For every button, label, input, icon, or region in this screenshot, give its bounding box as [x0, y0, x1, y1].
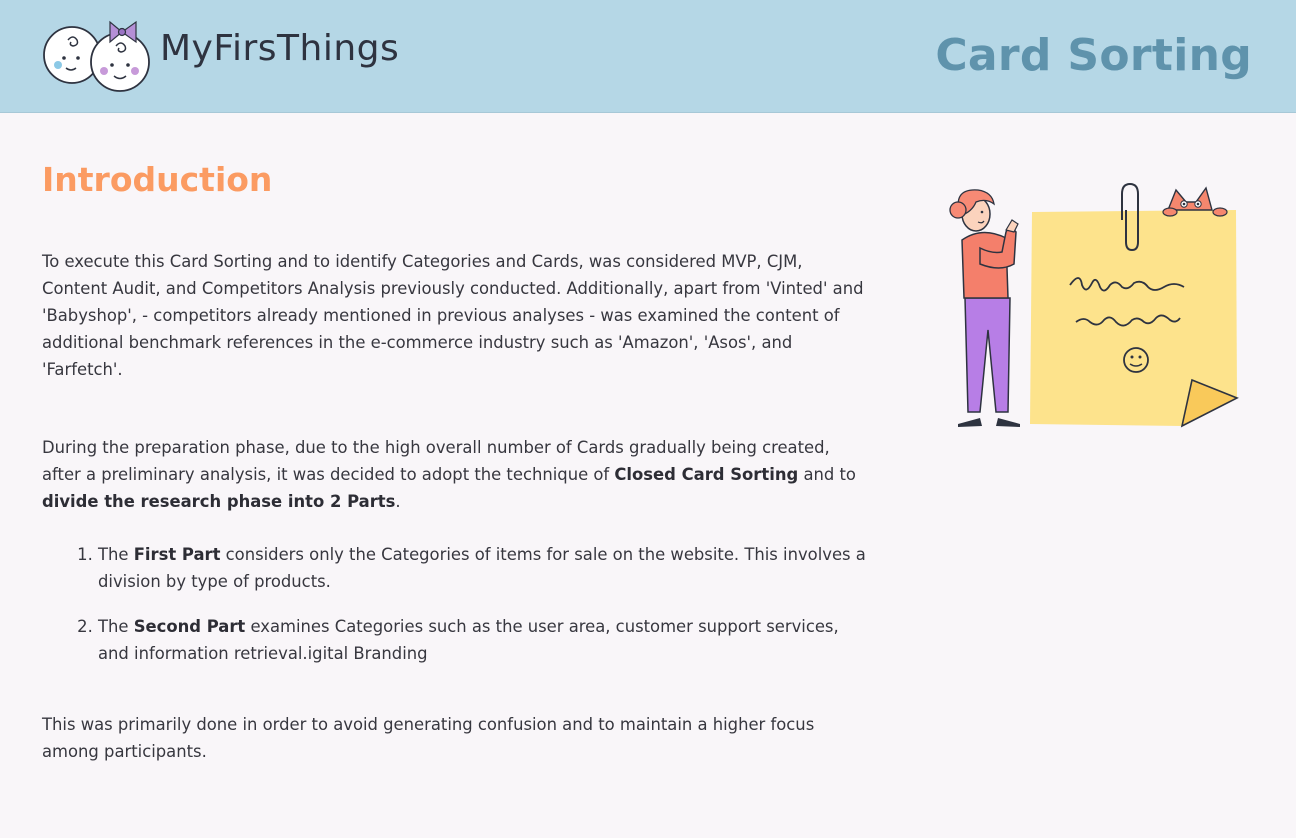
- baby-faces-logo-icon[interactable]: [40, 18, 160, 96]
- list-item-text: considers only the Categories of items for sale on the website. This involves a division by type of products.: [98, 545, 866, 591]
- woman-with-sticky-note-illustration-icon: [940, 180, 1250, 440]
- section-heading: Introduction: [42, 160, 273, 199]
- list-item: [98, 541, 872, 595]
- list-item-text: The: [98, 617, 134, 636]
- paragraph-1: To execute this Card Sorting and to identify Categories and Cards, was considered MVP, CJM, Content Audit, and Competitors Analysis previously conducted. Additionally, apart from 'Vinted' and 'Babyshop', - competitors already mentioned in previous analyses - was examined the content of additional benchmark references in the e-commerce industry such as 'Amazon', 'Asos', and 'Farfetch'.: [42, 252, 864, 379]
- paragraph-2-text-c: and to: [798, 465, 856, 484]
- closed-card-sorting-bold: Closed Card Sorting: [614, 465, 799, 484]
- intro-content: [42, 248, 872, 765]
- list-item-bold: Second Part: [133, 617, 246, 636]
- list-item-text: examines Categories such as the user area, customer support services, and information retrieval.igital Branding: [98, 617, 839, 663]
- page-title: Card Sorting: [935, 30, 1252, 81]
- paragraph-3: This was primarily done in order to avoid generating confusion and to maintain a higher focus among participants.: [42, 715, 815, 761]
- divide-research-bold: divide the research phase into 2 Parts: [42, 492, 396, 511]
- parts-list: [42, 541, 872, 667]
- paragraph-2: [42, 434, 872, 515]
- list-item: [98, 613, 872, 667]
- list-item-bold: First Part: [133, 545, 221, 564]
- paragraph-2-text-d: .: [395, 492, 401, 511]
- header-bar: [0, 0, 1296, 113]
- brand-name[interactable]: MyFirsThings: [160, 28, 400, 69]
- list-item-text: The: [98, 545, 134, 564]
- paragraph-2-text-a: During the preparation phase, due to the high overall number of Cards gradually being created, after a preliminary analysis, it was decided to adopt the technique of: [42, 438, 830, 484]
